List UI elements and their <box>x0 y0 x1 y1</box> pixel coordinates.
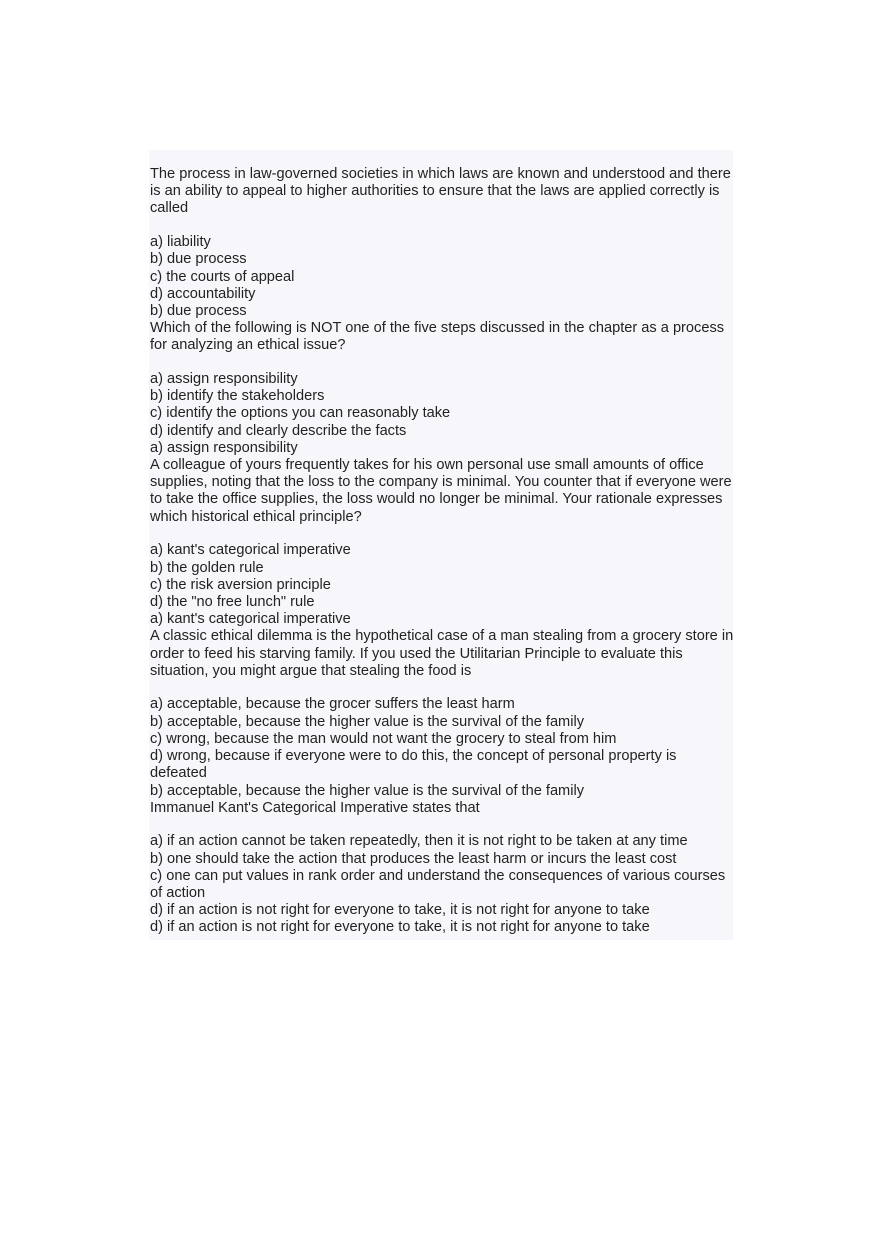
question-stem: Immanuel Kant's Categorical Imperative states that <box>150 799 480 816</box>
question-block <box>150 457 734 628</box>
question-block <box>150 800 734 937</box>
option-item: d) wrong, because if everyone were to do this, the concept of personal property is defeated <box>150 748 677 782</box>
question-stem: Which of the following is NOT one of the five steps discussed in the chapter as a process for analyzing an ethical issue? <box>150 320 725 354</box>
option-item: c) one can put values in rank order and understand the consequences of various courses of action <box>150 867 726 902</box>
question-stem: A colleague of yours frequently takes for his own personal use small amounts of office supplies, noting that the loss to the company is minimal. You counter that if everyone were to take the office supplies, the loss would no longer be minimal. Your rationale expresses which historical ethical principle? <box>150 457 732 525</box>
answer-line: a) kant's categorical imperative <box>150 611 351 628</box>
options-list <box>150 371 734 457</box>
question-stem: A classic ethical dilemma is the hypothetical case of a man stealing from a grocery store in order to feed his starving family. If you used the Utilitarian Principle to evaluate this situation, you might argue that stealing the food is <box>150 628 734 679</box>
option-item: b) one should take the action that produces the least harm or incurs the least cost <box>150 850 677 867</box>
option-item: c) the courts of appeal <box>150 268 295 285</box>
option-item: c) identify the options you can reasonably take <box>150 405 451 422</box>
option-item: a) assign responsibility <box>150 371 298 388</box>
option-item: c) the risk aversion principle <box>150 576 331 593</box>
answer-line: d) if an action is not right for everyone to take, it is not right for anyone to take <box>150 919 650 936</box>
option-item: b) the golden rule <box>150 559 264 576</box>
option-item: d) identify and clearly describe the facts <box>150 422 407 439</box>
quiz-content <box>150 166 734 937</box>
question-stem: The process in law-governed societies in which laws are known and understood and there is an ability to appeal to higher authorities to ensure that the laws are applied correctly is called <box>150 166 731 217</box>
option-item: d) if an action is not right for everyone to take, it is not right for anyone to take <box>150 902 650 919</box>
option-item: a) if an action cannot be taken repeatedly, then it is not right to be taken at any time <box>150 833 688 850</box>
options-list <box>150 542 734 628</box>
option-item: b) acceptable, because the higher value is the survival of the family <box>150 713 585 730</box>
option-item: a) kant's categorical imperative <box>150 542 351 559</box>
answer-line: b) due process <box>150 302 247 319</box>
options-list <box>150 696 734 799</box>
option-item: d) the "no free lunch" rule <box>150 593 315 610</box>
option-item: a) acceptable, because the grocer suffers the least harm <box>150 696 515 713</box>
question-block <box>150 320 734 457</box>
options-list <box>150 833 734 936</box>
answer-line: a) assign responsibility <box>150 439 298 456</box>
question-block <box>150 166 734 320</box>
option-item: b) identify the stakeholders <box>150 388 325 405</box>
option-item: d) accountability <box>150 285 256 302</box>
answer-line: b) acceptable, because the higher value is the survival of the family <box>150 782 585 799</box>
option-item: c) wrong, because the man would not want the grocery to steal from him <box>150 730 617 747</box>
question-block <box>150 628 734 799</box>
option-item: a) liability <box>150 234 211 251</box>
options-list <box>150 234 734 320</box>
option-item: b) due process <box>150 251 247 268</box>
